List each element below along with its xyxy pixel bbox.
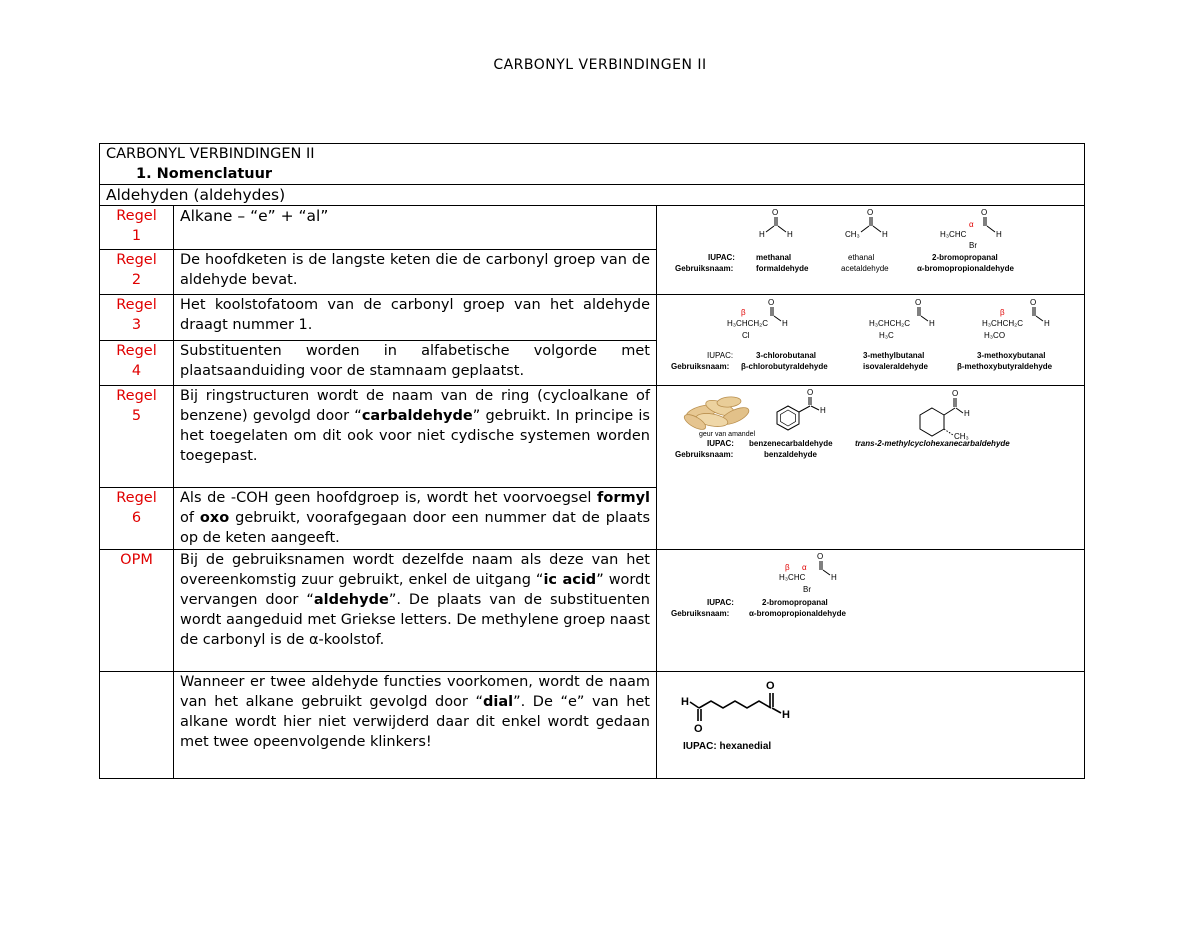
svg-text:H: H	[929, 319, 935, 328]
svg-text:3-methoxybutanal: 3-methoxybutanal	[977, 351, 1046, 360]
rule-text: Het koolstofatoom van de carbonyl groep van het aldehyde draagt nummer 1.	[174, 295, 657, 341]
svg-text:trans-2-methylcyclohexanecarba: trans-2-methylcyclohexanecarbaldehyde	[855, 439, 1010, 448]
svg-text:H₃CHC: H₃CHC	[940, 230, 967, 239]
svg-text:H: H	[820, 406, 826, 415]
svg-text:IUPAC:: IUPAC:	[707, 598, 734, 607]
svg-text:O: O	[768, 298, 775, 307]
svg-text:H₃CHCH₂C: H₃CHCH₂C	[982, 319, 1024, 328]
rule-text: Bij de gebruiksnamen wordt dezelfde naam als deze van het overeenkomstig zuur gebruikt, enkel de uitgang “ic acid” wordt vervangen door “aldehyde”. De plaats van de substituenten wordt aangeduid met Griekse letters. De methylene groep naast de carbonyl is de α-koolstof.	[174, 550, 657, 672]
svg-text:β: β	[741, 308, 746, 317]
figure-substituted-aldehydes	[657, 295, 1085, 386]
rule-label: Regel 5	[100, 386, 174, 488]
svg-text:β: β	[1000, 308, 1005, 317]
svg-text:benzaldehyde: benzaldehyde	[764, 450, 817, 459]
figure-2-svg	[657, 295, 1085, 379]
svg-text:H: H	[681, 696, 689, 708]
rule-text: Substituenten worden in alfabetische volgorde met plaatsaanduiding voor de stamnaam geplaatst.	[174, 340, 657, 386]
figure-simple-aldehydes	[657, 206, 1085, 295]
svg-text:H: H	[831, 573, 837, 582]
svg-text:H: H	[1044, 319, 1050, 328]
svg-text:IUPAC:: IUPAC:	[707, 439, 734, 448]
rule-label: OPM	[100, 550, 174, 672]
svg-text:H₃CO: H₃CO	[984, 331, 1006, 340]
svg-text:CH₃: CH₃	[954, 432, 969, 441]
svg-text:benzenecarbaldehyde: benzenecarbaldehyde	[749, 439, 833, 448]
svg-text:IUPAC:: IUPAC:	[708, 253, 735, 262]
svg-text:3-methylbutanal: 3-methylbutanal	[863, 351, 925, 360]
svg-text:H₃CHCH₂C: H₃CHCH₂C	[727, 319, 769, 328]
svg-text:O: O	[981, 208, 988, 217]
svg-text:Gebruiksnaam:: Gebruiksnaam:	[675, 450, 734, 459]
svg-text:β-methoxybutyraldehyde: β-methoxybutyraldehyde	[957, 362, 1053, 371]
svg-text:formaldehyde: formaldehyde	[756, 264, 809, 273]
figure-5-svg	[657, 672, 1085, 772]
svg-text:2-bromopropanal: 2-bromopropanal	[762, 598, 828, 607]
svg-text:CH₃: CH₃	[845, 230, 860, 239]
rule-text: De hoofdketen is de langste keten die de carbonyl groep van de aldehyde bevat.	[174, 249, 657, 294]
svg-text:geur van amandel: geur van amandel	[699, 431, 756, 438]
svg-text:Br: Br	[803, 585, 811, 594]
svg-text:O: O	[817, 552, 824, 561]
svg-text:IUPAC: hexanedial: IUPAC: hexanedial	[683, 741, 772, 752]
svg-text:IUPAC:: IUPAC:	[707, 351, 734, 360]
figure-1-svg	[657, 206, 1085, 288]
svg-text:2-bromopropanal: 2-bromopropanal	[932, 253, 998, 262]
svg-text:Cl: Cl	[742, 331, 750, 340]
svg-text:H: H	[787, 230, 793, 239]
svg-text:H: H	[882, 230, 888, 239]
rule-text: Bij ringstructuren wordt de naam van de ring (cycloalkane of benzene) gevolgd door “carbaldehyde” gebruikt. In principe is het toegelaten om dit ook voor niet cydische systemen worden toegepast.	[174, 386, 657, 488]
svg-text:H: H	[782, 319, 788, 328]
figure-ring-aldehydes	[657, 386, 1085, 550]
page-title: CARBONYL VERBINDINGEN II	[493, 57, 707, 73]
svg-text:H₃C: H₃C	[879, 331, 894, 340]
svg-text:Gebruiksnaam:: Gebruiksnaam:	[671, 362, 730, 371]
svg-text:α: α	[802, 563, 807, 572]
svg-text:O: O	[807, 388, 814, 397]
nomenclature-table	[99, 143, 1085, 779]
rule-text: Wanneer er twee aldehyde functies voorkomen, wordt de naam van het alkane gebruikt gevolgd door “dial”. De “e” van het alkane wordt hier niet verwijderd daar dit enkel wordt gedaan met twee opeenvolgende klinkers!	[174, 672, 657, 779]
svg-text:H: H	[996, 230, 1002, 239]
rule-label: Regel 1	[100, 206, 174, 250]
svg-text:O: O	[772, 208, 779, 217]
svg-text:O: O	[766, 680, 775, 692]
svg-text:O: O	[867, 208, 874, 217]
table-title: CARBONYL VERBINDINGEN II	[106, 146, 315, 162]
svg-text:H₃CHCH₂C: H₃CHCH₂C	[869, 319, 911, 328]
rule-label: Regel 4	[100, 340, 174, 386]
svg-text:methanal: methanal	[756, 253, 792, 262]
svg-text:O: O	[694, 723, 703, 735]
figure-4-svg	[657, 550, 1085, 630]
table-header	[100, 144, 1085, 185]
svg-text:acetaldehyde: acetaldehyde	[841, 264, 889, 273]
svg-text:O: O	[1030, 298, 1037, 307]
svg-text:α-bromopropionaldehyde: α-bromopropionaldehyde	[917, 264, 1014, 273]
svg-text:Br: Br	[969, 241, 977, 250]
section-title: Aldehyden (aldehydes)	[100, 185, 1085, 206]
svg-text:β-chlorobutyraldehyde: β-chlorobutyraldehyde	[741, 362, 828, 371]
rule-text: Alkane – “e” + “al”	[174, 206, 657, 250]
figure-greek-letters	[657, 550, 1085, 672]
figure-3-svg	[657, 386, 1085, 476]
svg-text:α: α	[969, 220, 974, 229]
svg-text:H: H	[964, 409, 970, 418]
svg-text:ethanal: ethanal	[848, 253, 875, 262]
svg-text:β: β	[785, 563, 790, 572]
section-number-title: 1. Nomenclatuur	[136, 166, 273, 182]
svg-text:3-chlorobutanal: 3-chlorobutanal	[756, 351, 817, 360]
svg-text:Gebruiksnaam:: Gebruiksnaam:	[675, 264, 734, 273]
svg-text:O: O	[915, 298, 922, 307]
svg-text:H: H	[782, 709, 790, 721]
svg-text:α-bromopropionaldehyde: α-bromopropionaldehyde	[749, 609, 846, 618]
svg-text:H₃CHC: H₃CHC	[779, 573, 806, 582]
svg-text:isovaleraldehyde: isovaleraldehyde	[863, 362, 928, 371]
rule-text: Als de -COH geen hoofdgroep is, wordt het voorvoegsel formyl of oxo gebruikt, voorafgegaan door een nummer dat de plaats op de keten aangeeft.	[174, 488, 657, 550]
svg-text:O: O	[952, 389, 959, 398]
almond-image	[682, 396, 751, 432]
figure-hexanedial	[657, 672, 1085, 779]
svg-text:Gebruiksnaam:: Gebruiksnaam:	[671, 609, 730, 618]
rule-label: Regel 3	[100, 295, 174, 341]
svg-text:H: H	[759, 230, 765, 239]
rule-label: Regel 2	[100, 249, 174, 294]
rule-label: Regel 6	[100, 488, 174, 550]
